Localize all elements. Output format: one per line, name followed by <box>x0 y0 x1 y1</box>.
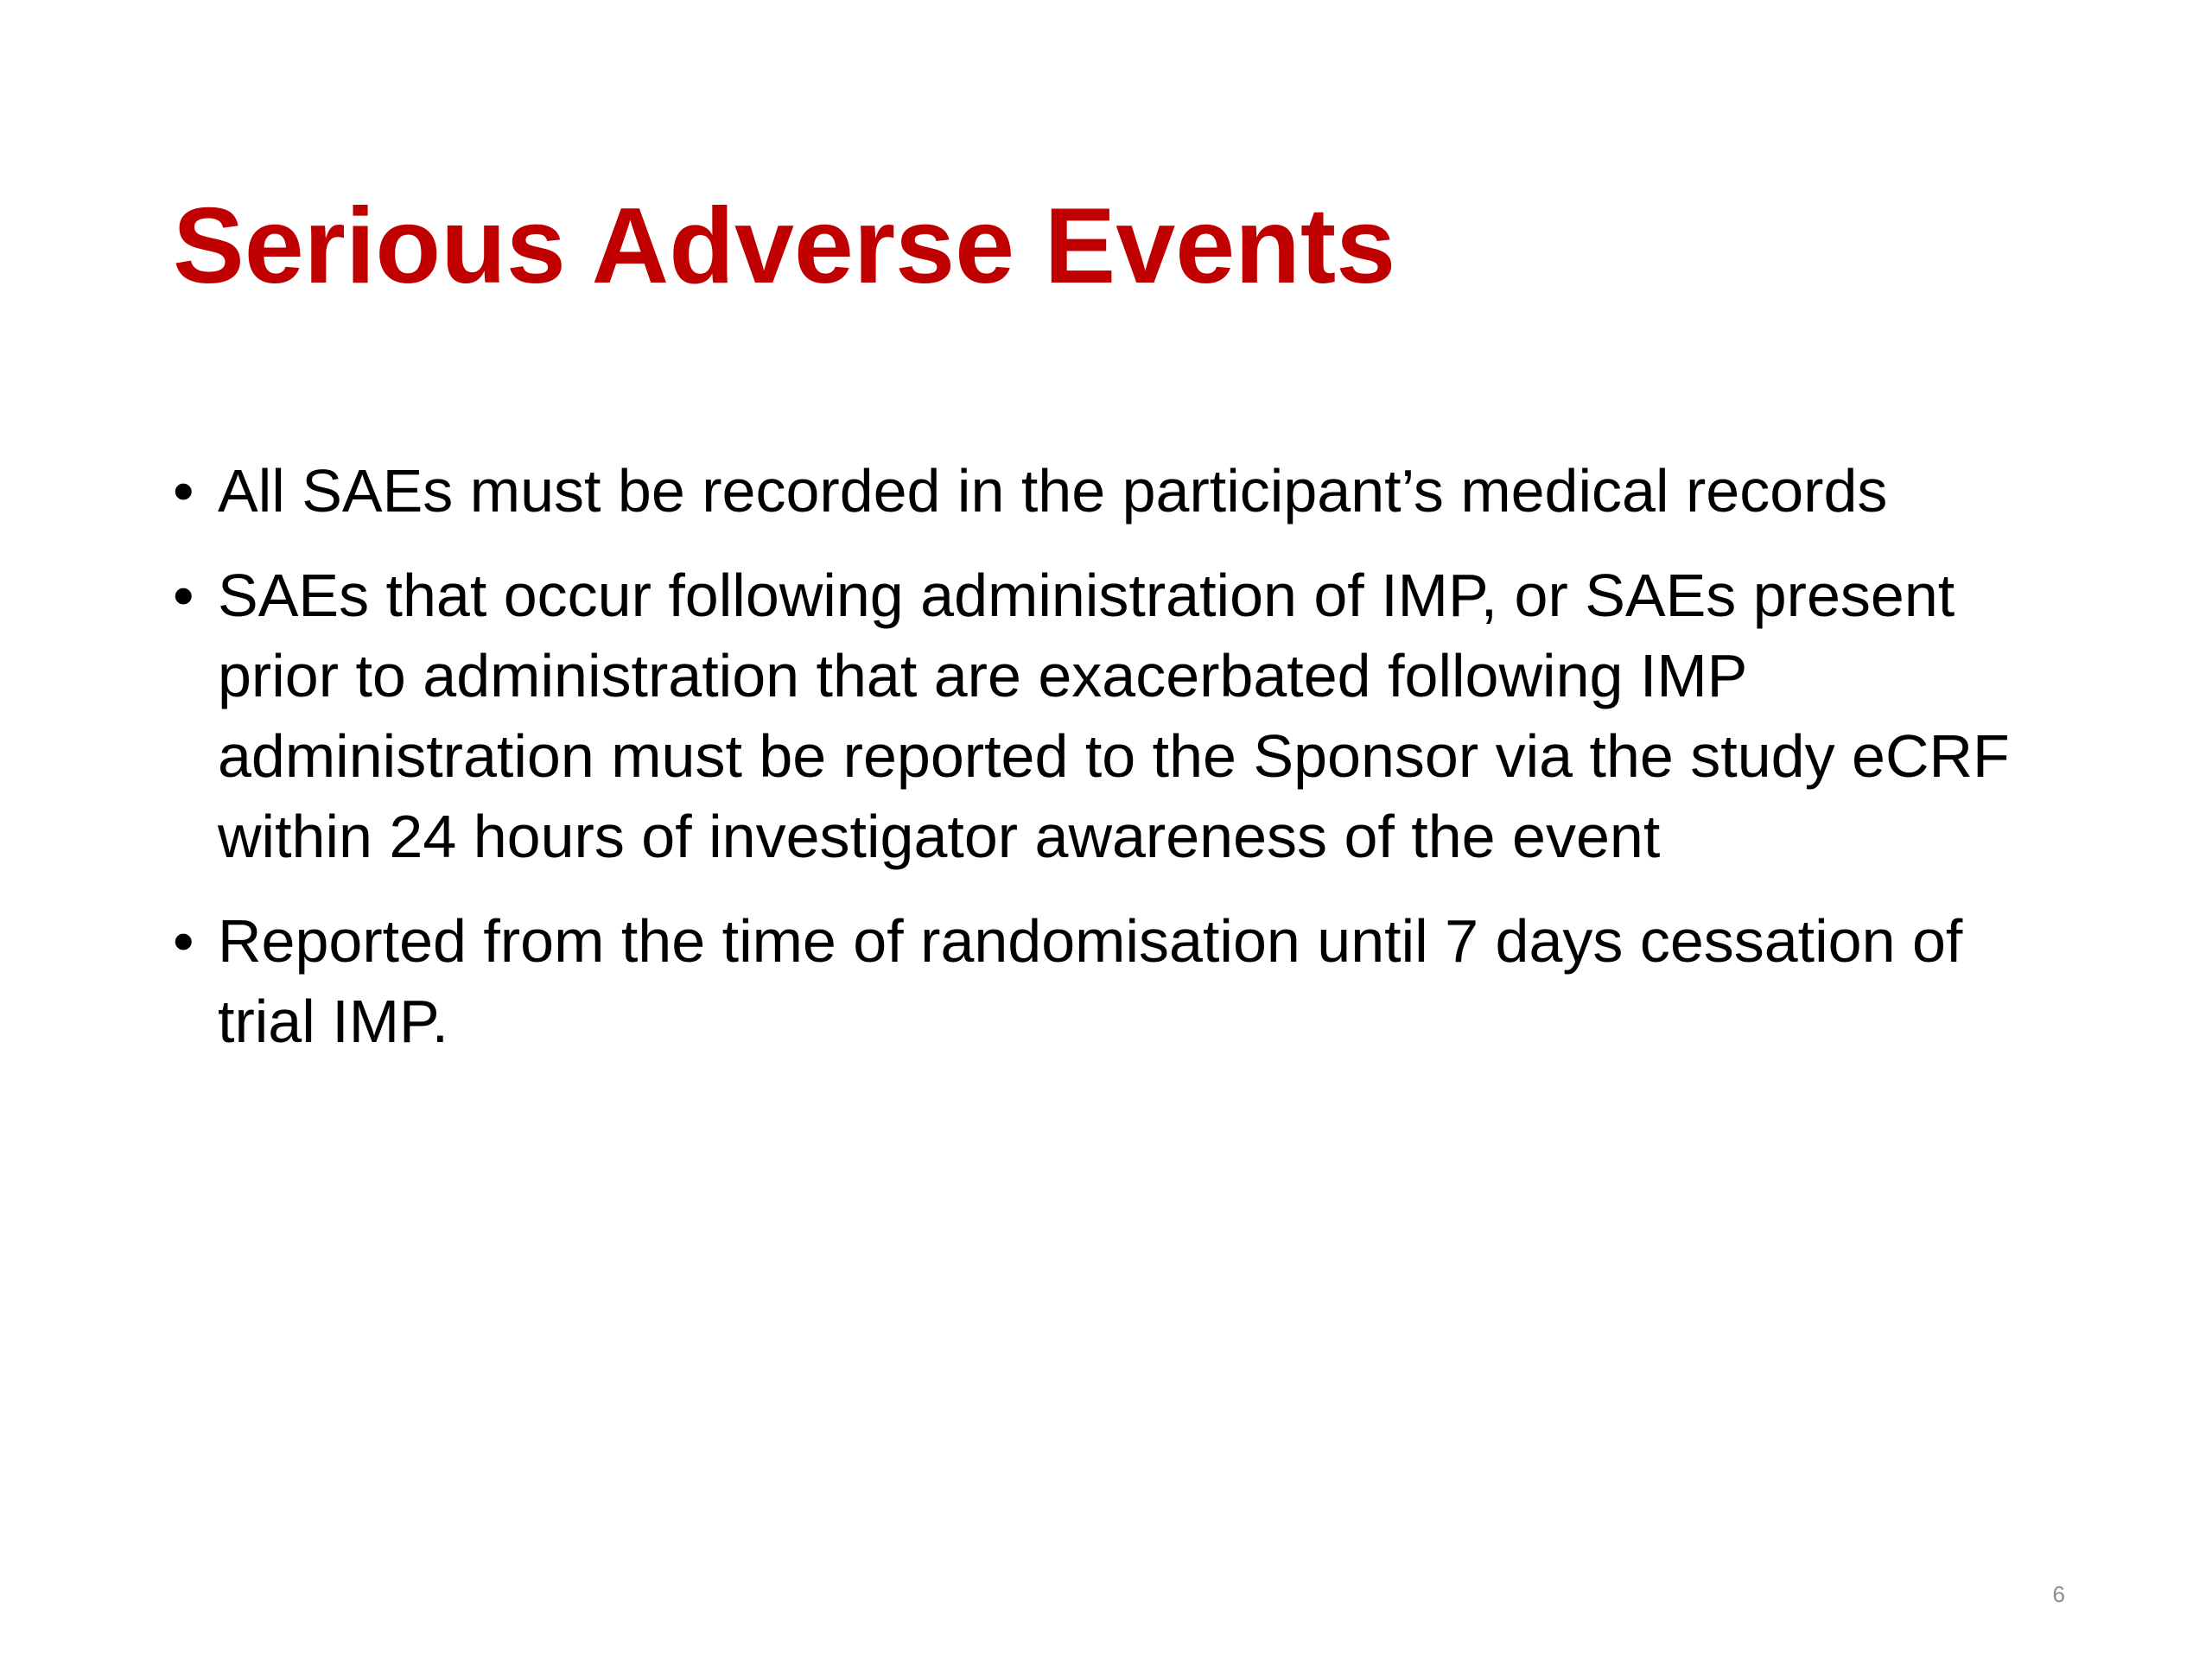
bullet-item <box>173 451 2031 531</box>
bullet-text: SAEs that occur following administration of IMP, or SAEs present prior to administration that are exacerbated following IMP administration must be reported to the Sponsor via the study eCRF within 24 hours of investigator awareness of the event <box>218 562 2010 870</box>
bullet-icon: • <box>173 907 194 975</box>
bullet-icon: • <box>173 457 194 524</box>
slide-title: Serious Adverse Events <box>173 187 1396 306</box>
bullet-text: All SAEs must be recorded in the participant’s medical records <box>218 457 1888 524</box>
bullet-item <box>173 901 2031 1062</box>
bullet-icon: • <box>173 562 194 629</box>
bullet-list <box>173 451 2031 1086</box>
bullet-text: Reported from the time of randomisation until 7 days cessation of trial IMP. <box>218 907 1963 1055</box>
page-number: 6 <box>2052 1581 2065 1607</box>
bullet-item <box>173 556 2031 877</box>
